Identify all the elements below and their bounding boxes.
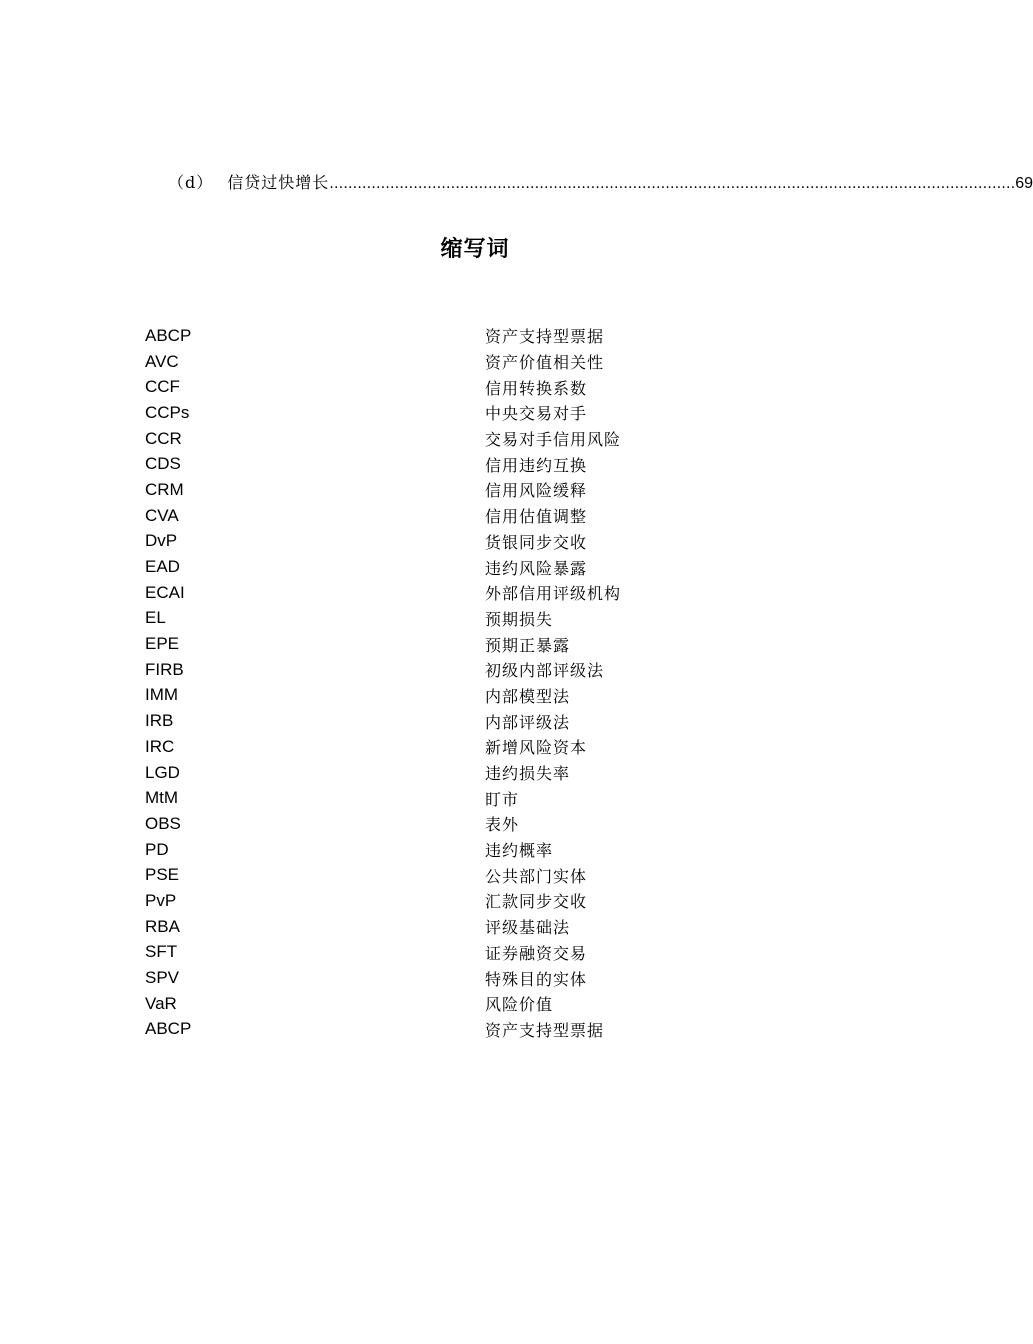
- abbreviation-term: ABCP: [145, 325, 192, 345]
- abbreviation-row: [145, 734, 785, 760]
- abbreviation-definition: 风险价值: [485, 995, 554, 1015]
- abbreviation-row: [145, 1017, 785, 1043]
- abbreviation-row: [145, 426, 785, 452]
- abbreviation-row: [145, 657, 785, 683]
- abbreviation-definition: 公共部门实体: [485, 866, 588, 886]
- abbreviation-term: OBS: [145, 813, 181, 833]
- abbreviation-definition: 证券融资交易: [485, 943, 588, 963]
- abbreviation-list: [145, 323, 785, 1042]
- abbreviation-definition: 预期损失: [485, 609, 554, 629]
- abbreviation-term: RBA: [145, 916, 180, 936]
- abbreviation-row: [145, 323, 785, 349]
- abbreviation-definition: 违约损失率: [485, 764, 571, 784]
- abbreviation-definition: 中央交易对手: [485, 404, 588, 424]
- abbreviation-term: CCF: [145, 377, 180, 397]
- abbreviation-definition: 汇款同步交收: [485, 892, 588, 912]
- abbreviation-term: MtM: [145, 788, 179, 808]
- abbreviation-row: [145, 631, 785, 657]
- abbreviation-row: [145, 862, 785, 888]
- abbreviation-definition: 外部信用评级机构: [485, 584, 622, 604]
- abbreviation-row: [145, 708, 785, 734]
- abbreviation-definition: 信用估值调整: [485, 507, 588, 527]
- abbreviation-term: SFT: [145, 942, 178, 962]
- abbreviation-definition: 资产价值相关性: [485, 353, 605, 373]
- abbreviation-row: [145, 811, 785, 837]
- abbreviation-definition: 交易对手信用风险: [485, 430, 622, 450]
- abbreviation-row: [145, 451, 785, 477]
- abbreviation-term: EAD: [145, 557, 180, 577]
- abbreviation-definition: 违约概率: [485, 841, 554, 861]
- toc-page-number: 69: [1015, 175, 1033, 192]
- abbreviation-term: PSE: [145, 865, 180, 885]
- abbreviation-term: PD: [145, 839, 169, 859]
- abbreviation-term: LGD: [145, 762, 180, 782]
- abbreviation-term: IRC: [145, 736, 175, 756]
- abbreviation-row: [145, 554, 785, 580]
- abbreviation-definition: 预期正暴露: [485, 635, 571, 655]
- abbreviation-row: [145, 400, 785, 426]
- abbreviation-definition: 违约风险暴露: [485, 558, 588, 578]
- abbreviation-term: CCPs: [145, 402, 190, 422]
- abbreviation-term: IRB: [145, 711, 174, 731]
- abbreviation-row: [145, 888, 785, 914]
- abbreviation-term: PvP: [145, 890, 177, 910]
- abbreviation-row: [145, 606, 785, 632]
- abbreviation-row: [145, 374, 785, 400]
- abbreviation-definition: 信用转换系数: [485, 378, 588, 398]
- abbreviation-term: ABCP: [145, 1019, 192, 1039]
- abbreviation-definition: 内部模型法: [485, 686, 571, 706]
- abbreviation-row: [145, 580, 785, 606]
- abbreviation-definition: 信用违约互换: [485, 455, 588, 475]
- abbreviation-term: EL: [145, 608, 166, 628]
- abbreviation-definition: 评级基础法: [485, 918, 571, 938]
- abbreviation-term: SPV: [145, 968, 180, 988]
- toc-entry-label: （d）: [168, 173, 214, 192]
- abbreviation-term: EPE: [145, 634, 180, 654]
- abbreviation-definition: 初级内部评级法: [485, 661, 605, 681]
- abbreviation-term: FIRB: [145, 659, 184, 679]
- section-title: 缩写词: [440, 237, 510, 262]
- abbreviation-row: [145, 914, 785, 940]
- abbreviation-row: [145, 837, 785, 863]
- abbreviation-definition: 特殊目的实体: [485, 969, 588, 989]
- abbreviation-row: [145, 940, 785, 966]
- toc-entry[interactable]: [168, 170, 1033, 192]
- abbreviation-definition: 表外: [485, 815, 520, 835]
- abbreviation-row: [145, 965, 785, 991]
- abbreviation-row: [145, 529, 785, 555]
- abbreviation-row: [145, 760, 785, 786]
- abbreviation-row: [145, 683, 785, 709]
- abbreviation-definition: 盯市: [485, 789, 520, 809]
- toc-leader-dots: …………………………………………………………………………………………………………………………………: [329, 176, 1016, 192]
- abbreviation-term: VaR: [145, 993, 177, 1013]
- abbreviation-term: CCR: [145, 428, 182, 448]
- abbreviation-term: IMM: [145, 685, 179, 705]
- abbreviation-term: CRM: [145, 479, 184, 499]
- abbreviation-term: ECAI: [145, 582, 185, 602]
- abbreviation-definition: 信用风险缓释: [485, 481, 588, 501]
- toc-entry-text: 信贷过快增长: [227, 173, 330, 192]
- abbreviation-definition: 内部评级法: [485, 712, 571, 732]
- abbreviation-definition: 资产支持型票据: [485, 327, 605, 347]
- abbreviation-definition: 新增风险资本: [485, 738, 588, 758]
- abbreviation-row: [145, 503, 785, 529]
- abbreviation-term: CVA: [145, 505, 179, 525]
- abbreviation-term: DvP: [145, 531, 178, 551]
- abbreviation-row: [145, 349, 785, 375]
- abbreviation-definition: 资产支持型票据: [485, 1020, 605, 1040]
- abbreviation-term: CDS: [145, 454, 181, 474]
- abbreviation-row: [145, 991, 785, 1017]
- abbreviation-term: AVC: [145, 351, 179, 371]
- abbreviation-definition: 货银同步交收: [485, 532, 588, 552]
- abbreviation-row: [145, 477, 785, 503]
- abbreviation-row: [145, 785, 785, 811]
